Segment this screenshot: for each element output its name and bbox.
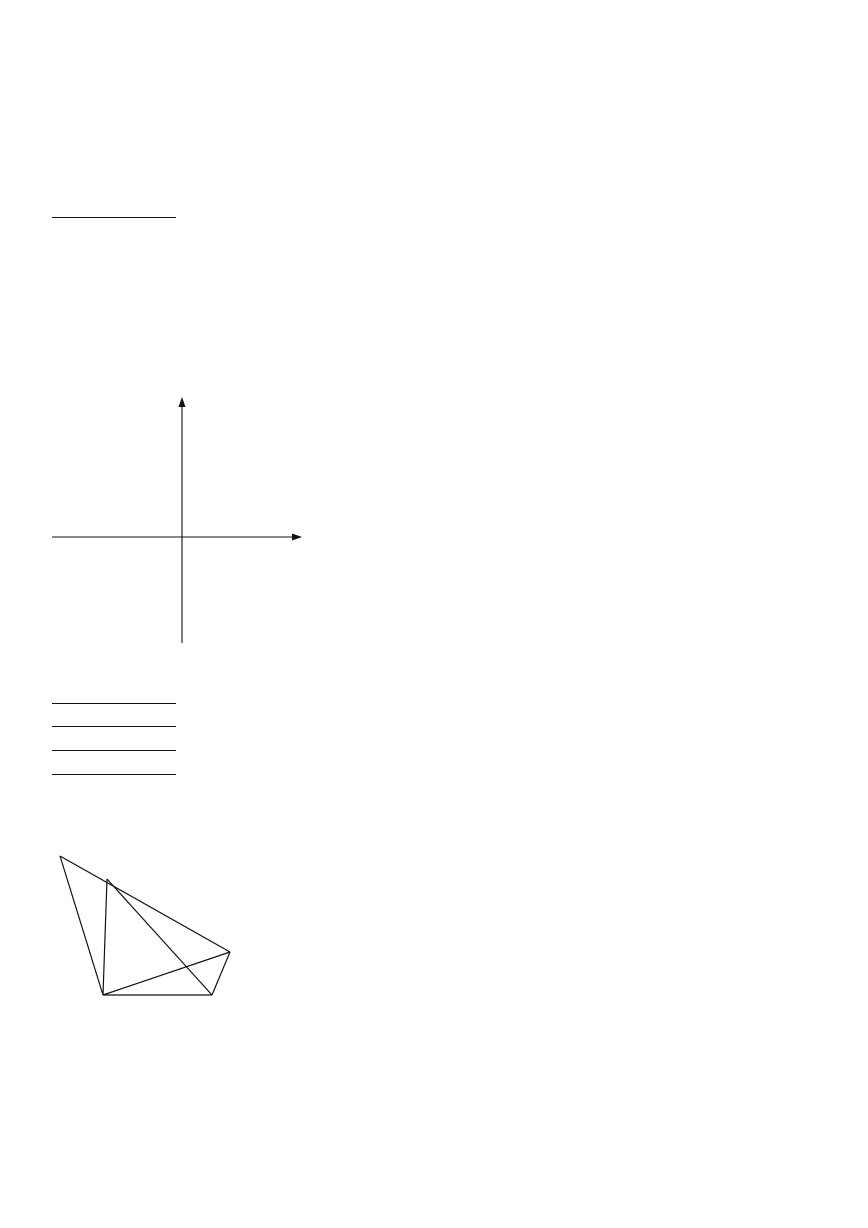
segment-CD <box>103 879 107 995</box>
q19-part3 <box>52 736 176 757</box>
answer-blank <box>52 689 176 704</box>
q19-part4 <box>52 760 176 781</box>
q19-sub1 <box>52 689 176 710</box>
answer-blank <box>52 203 176 218</box>
y-axis-arrow-icon <box>179 397 186 407</box>
triangle-figure <box>45 838 255 1018</box>
q18-part2 <box>52 203 176 224</box>
grid-figure <box>50 393 320 648</box>
answer-blank <box>52 760 176 775</box>
answer-blank <box>52 736 176 751</box>
x-axis-arrow-icon <box>292 534 302 541</box>
segment-DE <box>107 879 212 995</box>
segment-BC <box>103 952 230 995</box>
segment-BE <box>212 952 230 995</box>
answer-blank <box>52 712 176 727</box>
q19-sub2 <box>52 712 176 733</box>
